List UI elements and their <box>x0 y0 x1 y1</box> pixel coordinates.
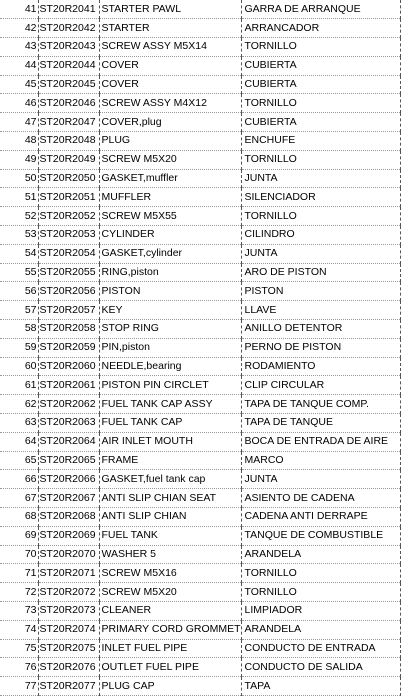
table-row[interactable] <box>0 207 400 226</box>
table-row[interactable] <box>0 19 400 38</box>
part-code-cell: ST20R2075 <box>38 639 99 658</box>
spanish-description-cell: SILENCIADOR <box>241 188 400 207</box>
item-number-cell: 61 <box>0 376 38 395</box>
item-number-cell: 47 <box>0 113 38 132</box>
part-code-cell: ST20R2071 <box>38 564 99 583</box>
english-description-cell: COVER <box>99 75 241 94</box>
english-description-cell: ANTI SLIP CHIAN SEAT <box>99 489 241 508</box>
spanish-description-cell: MARCO <box>241 451 400 470</box>
item-number-cell: 74 <box>0 620 38 639</box>
part-code-cell: ST20R2057 <box>38 301 99 320</box>
spanish-description-cell: TORNILLO <box>241 207 400 226</box>
item-number-cell: 46 <box>0 94 38 113</box>
english-description-cell: FUEL TANK CAP <box>99 414 241 433</box>
table-row[interactable] <box>0 414 400 433</box>
english-description-cell: CYLINDER <box>99 226 241 245</box>
item-number-cell: 73 <box>0 602 38 621</box>
english-description-cell: OUTLET FUEL PIPE <box>99 658 241 677</box>
table-row[interactable] <box>0 188 400 207</box>
table-row[interactable] <box>0 677 400 696</box>
item-number-cell: 58 <box>0 320 38 339</box>
spanish-description-cell: ARANDELA <box>241 545 400 564</box>
part-code-cell: ST20R2072 <box>38 583 99 602</box>
table-row[interactable] <box>0 132 400 151</box>
table-row[interactable] <box>0 244 400 263</box>
item-number-cell: 75 <box>0 639 38 658</box>
spanish-description-cell: CONDUCTO DE ENTRADA <box>241 639 400 658</box>
table-row[interactable] <box>0 602 400 621</box>
item-number-cell: 65 <box>0 451 38 470</box>
item-number-cell: 57 <box>0 301 38 320</box>
table-row[interactable] <box>0 639 400 658</box>
english-description-cell: GASKET,muffler <box>99 169 241 188</box>
item-number-cell: 62 <box>0 395 38 414</box>
spanish-description-cell: CUBIERTA <box>241 75 400 94</box>
item-number-cell: 69 <box>0 526 38 545</box>
spanish-description-cell: CILINDRO <box>241 226 400 245</box>
part-code-cell: ST20R2045 <box>38 75 99 94</box>
english-description-cell: PISTON <box>99 282 241 301</box>
part-code-cell: ST20R2054 <box>38 244 99 263</box>
table-row[interactable] <box>0 56 400 75</box>
item-number-cell: 64 <box>0 432 38 451</box>
item-number-cell: 44 <box>0 56 38 75</box>
item-number-cell: 43 <box>0 38 38 57</box>
english-description-cell: SCREW M5X20 <box>99 150 241 169</box>
part-code-cell: ST20R2052 <box>38 207 99 226</box>
spanish-description-cell: TAPA DE TANQUE <box>241 414 400 433</box>
table-row[interactable] <box>0 620 400 639</box>
table-row[interactable] <box>0 432 400 451</box>
english-description-cell: WASHER 5 <box>99 545 241 564</box>
item-number-cell: 72 <box>0 583 38 602</box>
part-code-cell: ST20R2053 <box>38 226 99 245</box>
table-row[interactable] <box>0 470 400 489</box>
english-description-cell: SCREW M5X55 <box>99 207 241 226</box>
item-number-cell: 52 <box>0 207 38 226</box>
part-code-cell: ST20R2059 <box>38 338 99 357</box>
table-row[interactable] <box>0 282 400 301</box>
table-row[interactable] <box>0 320 400 339</box>
table-row[interactable] <box>0 526 400 545</box>
part-code-cell: ST20R2068 <box>38 508 99 527</box>
spanish-description-cell: ANILLO DETENTOR <box>241 320 400 339</box>
item-number-cell: 76 <box>0 658 38 677</box>
table-row[interactable] <box>0 169 400 188</box>
item-number-cell: 50 <box>0 169 38 188</box>
english-description-cell: SCREW M5X16 <box>99 564 241 583</box>
spanish-description-cell: JUNTA <box>241 244 400 263</box>
item-number-cell: 66 <box>0 470 38 489</box>
item-number-cell: 67 <box>0 489 38 508</box>
part-code-cell: ST20R2062 <box>38 395 99 414</box>
english-description-cell: GASKET,fuel tank cap <box>99 470 241 489</box>
table-row[interactable] <box>0 0 400 19</box>
item-number-cell: 48 <box>0 132 38 151</box>
spanish-description-cell: TORNILLO <box>241 564 400 583</box>
item-number-cell: 63 <box>0 414 38 433</box>
english-description-cell: AIR INLET MOUTH <box>99 432 241 451</box>
table-row[interactable] <box>0 94 400 113</box>
table-row[interactable] <box>0 113 400 132</box>
spanish-description-cell: ARO DE PISTON <box>241 263 400 282</box>
spanish-description-cell: ASIENTO DE CADENA <box>241 489 400 508</box>
spanish-description-cell: ARRANCADOR <box>241 19 400 38</box>
spanish-description-cell: TORNILLO <box>241 583 400 602</box>
table-row[interactable] <box>0 263 400 282</box>
part-code-cell: ST20R2076 <box>38 658 99 677</box>
spanish-description-cell: BOCA DE ENTRADA DE AIRE <box>241 432 400 451</box>
english-description-cell: CLEANER <box>99 602 241 621</box>
spanish-description-cell: CLIP CIRCULAR <box>241 376 400 395</box>
item-number-cell: 45 <box>0 75 38 94</box>
spanish-description-cell: CUBIERTA <box>241 113 400 132</box>
spanish-description-cell: PERNO DE PISTON <box>241 338 400 357</box>
spanish-description-cell: TAPA <box>241 677 400 696</box>
english-description-cell: STARTER <box>99 19 241 38</box>
table-row[interactable] <box>0 338 400 357</box>
item-number-cell: 60 <box>0 357 38 376</box>
part-code-cell: ST20R2049 <box>38 150 99 169</box>
spanish-description-cell: RODAMIENTO <box>241 357 400 376</box>
spanish-description-cell: CONDUCTO DE SALIDA <box>241 658 400 677</box>
spanish-description-cell: CADENA ANTI DERRAPE <box>241 508 400 527</box>
item-number-cell: 42 <box>0 19 38 38</box>
item-number-cell: 49 <box>0 150 38 169</box>
item-number-cell: 51 <box>0 188 38 207</box>
spanish-description-cell: TORNILLO <box>241 38 400 57</box>
spanish-description-cell: JUNTA <box>241 169 400 188</box>
english-description-cell: MUFFLER <box>99 188 241 207</box>
english-description-cell: NEEDLE,bearing <box>99 357 241 376</box>
english-description-cell: GASKET,cylinder <box>99 244 241 263</box>
table-row[interactable] <box>0 508 400 527</box>
spanish-description-cell: TANQUE DE COMBUSTIBLE <box>241 526 400 545</box>
part-code-cell: ST20R2051 <box>38 188 99 207</box>
item-number-cell: 41 <box>0 0 38 19</box>
part-code-cell: ST20R2064 <box>38 432 99 451</box>
spanish-description-cell: ENCHUFE <box>241 132 400 151</box>
english-description-cell: PLUG CAP <box>99 677 241 696</box>
part-code-cell: ST20R2058 <box>38 320 99 339</box>
english-description-cell: FUEL TANK CAP ASSY <box>99 395 241 414</box>
part-code-cell: ST20R2042 <box>38 19 99 38</box>
english-description-cell: KEY <box>99 301 241 320</box>
table-row[interactable] <box>0 583 400 602</box>
part-code-cell: ST20R2044 <box>38 56 99 75</box>
part-code-cell: ST20R2063 <box>38 414 99 433</box>
english-description-cell: SCREW ASSY M4X12 <box>99 94 241 113</box>
part-code-cell: ST20R2043 <box>38 38 99 57</box>
item-number-cell: 77 <box>0 677 38 696</box>
english-description-cell: ANTI SLIP CHIAN <box>99 508 241 527</box>
english-description-cell: STARTER PAWL <box>99 0 241 19</box>
part-code-cell: ST20R2041 <box>38 0 99 19</box>
spanish-description-cell: LIMPIADOR <box>241 602 400 621</box>
english-description-cell: INLET FUEL PIPE <box>99 639 241 658</box>
table-row[interactable] <box>0 451 400 470</box>
table-row[interactable] <box>0 376 400 395</box>
part-code-cell: ST20R2077 <box>38 677 99 696</box>
part-code-cell: ST20R2047 <box>38 113 99 132</box>
spanish-description-cell: TORNILLO <box>241 94 400 113</box>
part-code-cell: ST20R2067 <box>38 489 99 508</box>
english-description-cell: FRAME <box>99 451 241 470</box>
english-description-cell: PLUG <box>99 132 241 151</box>
english-description-cell: RING,piston <box>99 263 241 282</box>
part-code-cell: ST20R2065 <box>38 451 99 470</box>
spanish-description-cell: TAPA DE TANQUE COMP. <box>241 395 400 414</box>
table-row[interactable] <box>0 545 400 564</box>
part-code-cell: ST20R2060 <box>38 357 99 376</box>
english-description-cell: COVER,plug <box>99 113 241 132</box>
spanish-description-cell: PISTON <box>241 282 400 301</box>
english-description-cell: PRIMARY CORD GROMMET <box>99 620 241 639</box>
part-code-cell: ST20R2069 <box>38 526 99 545</box>
table-row[interactable] <box>0 301 400 320</box>
part-code-cell: ST20R2066 <box>38 470 99 489</box>
spanish-description-cell: GARRA DE ARRANQUE <box>241 0 400 19</box>
english-description-cell: COVER <box>99 56 241 75</box>
part-code-cell: ST20R2050 <box>38 169 99 188</box>
english-description-cell: SCREW M5X20 <box>99 583 241 602</box>
table-row[interactable] <box>0 658 400 677</box>
item-number-cell: 54 <box>0 244 38 263</box>
part-code-cell: ST20R2070 <box>38 545 99 564</box>
part-code-cell: ST20R2055 <box>38 263 99 282</box>
table-row[interactable] <box>0 395 400 414</box>
spanish-description-cell: CUBIERTA <box>241 56 400 75</box>
english-description-cell: PISTON PIN CIRCLET <box>99 376 241 395</box>
part-code-cell: ST20R2074 <box>38 620 99 639</box>
spanish-description-cell: TORNILLO <box>241 150 400 169</box>
item-number-cell: 59 <box>0 338 38 357</box>
part-code-cell: ST20R2046 <box>38 94 99 113</box>
english-description-cell: PIN,piston <box>99 338 241 357</box>
table-row[interactable] <box>0 226 400 245</box>
table-row[interactable] <box>0 564 400 583</box>
spanish-description-cell: JUNTA <box>241 470 400 489</box>
part-code-cell: ST20R2073 <box>38 602 99 621</box>
table-row[interactable] <box>0 489 400 508</box>
part-code-cell: ST20R2056 <box>38 282 99 301</box>
spanish-description-cell: ARANDELA <box>241 620 400 639</box>
table-row[interactable] <box>0 357 400 376</box>
item-number-cell: 56 <box>0 282 38 301</box>
part-code-cell: ST20R2048 <box>38 132 99 151</box>
item-number-cell: 68 <box>0 508 38 527</box>
item-number-cell: 55 <box>0 263 38 282</box>
item-number-cell: 71 <box>0 564 38 583</box>
english-description-cell: STOP RING <box>99 320 241 339</box>
table-row[interactable] <box>0 150 400 169</box>
table-row[interactable] <box>0 75 400 94</box>
table-row[interactable] <box>0 38 400 57</box>
spanish-description-cell: LLAVE <box>241 301 400 320</box>
english-description-cell: SCREW ASSY M5X14 <box>99 38 241 57</box>
english-description-cell: FUEL TANK <box>99 526 241 545</box>
item-number-cell: 70 <box>0 545 38 564</box>
part-code-cell: ST20R2061 <box>38 376 99 395</box>
item-number-cell: 53 <box>0 226 38 245</box>
